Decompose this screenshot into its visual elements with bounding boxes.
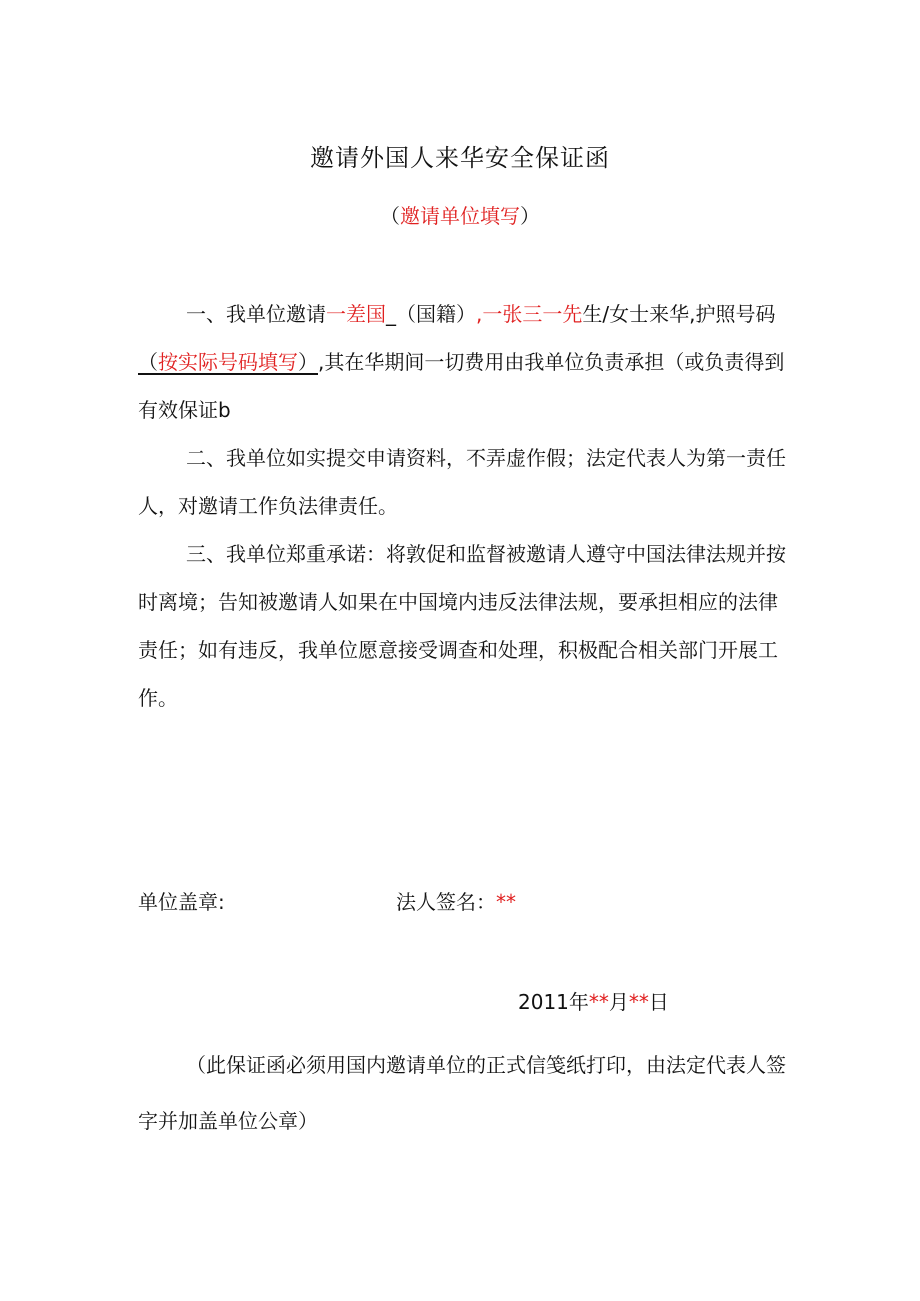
para3-text: 三、我单位郑重承诺：将敦促和监督被邀请人遵守中国法律法规并按时离境；告知被邀请人如果在中国境内违反法律法规，要承担相应的法律责任；如有违反，我单位愿意接受调查和处理，积极配合相关部门开展工作。 [138,542,786,710]
passport-field [138,350,318,374]
passport-close-paren: ） [298,350,318,374]
date-year: 2011年 [518,990,589,1014]
subtitle [0,201,920,231]
date-day-label: 日 [648,990,669,1014]
para2-text: 二、我单位如实提交申请资料，不弄虚作假；法定代表人为第一责任人，对邀请工作负法律责任。 [138,446,786,518]
subtitle-text: 邀请单位填写 [400,204,520,228]
para1-name-after: 生/女士来华,护照号码 [582,302,776,326]
paragraph-truthfulness [138,434,788,530]
date-month-label: 月 [608,990,629,1014]
signature-row [138,886,788,918]
legal-value: ** [496,890,516,914]
date-day-value: ** [628,990,649,1014]
legal-label: 法人签名： [396,890,496,914]
para1-rest: ,其在华期间一切费用由我单位负责承担（或负责得到有效保证b [138,350,785,422]
page-title: 邀请外国人来华安全保证函 [310,144,610,172]
legal-signature [396,886,516,918]
invitee-country: 一差国 [326,302,386,326]
invitee-name: ,一张三一先 [476,302,583,326]
subtitle-open-paren: （ [380,204,400,228]
seal-label: 单位盖章: [138,890,225,914]
para1-country-after: _（国籍） [386,302,476,326]
date-line [518,986,669,1018]
paragraph-commitment [138,530,788,722]
date-month-value: ** [588,990,609,1014]
paragraph-invitation [138,290,788,434]
passport-open-paren: （ [138,350,158,374]
passport-number: 按实际号码填写 [158,350,298,374]
footnote: （此保证函必须用国内邀请单位的正式信笺纸打印，由法定代表人签字并加盖单位公章） [138,1053,786,1133]
para1-lead: 一、我单位邀请 [186,302,326,326]
subtitle-close-paren: ） [520,204,540,228]
